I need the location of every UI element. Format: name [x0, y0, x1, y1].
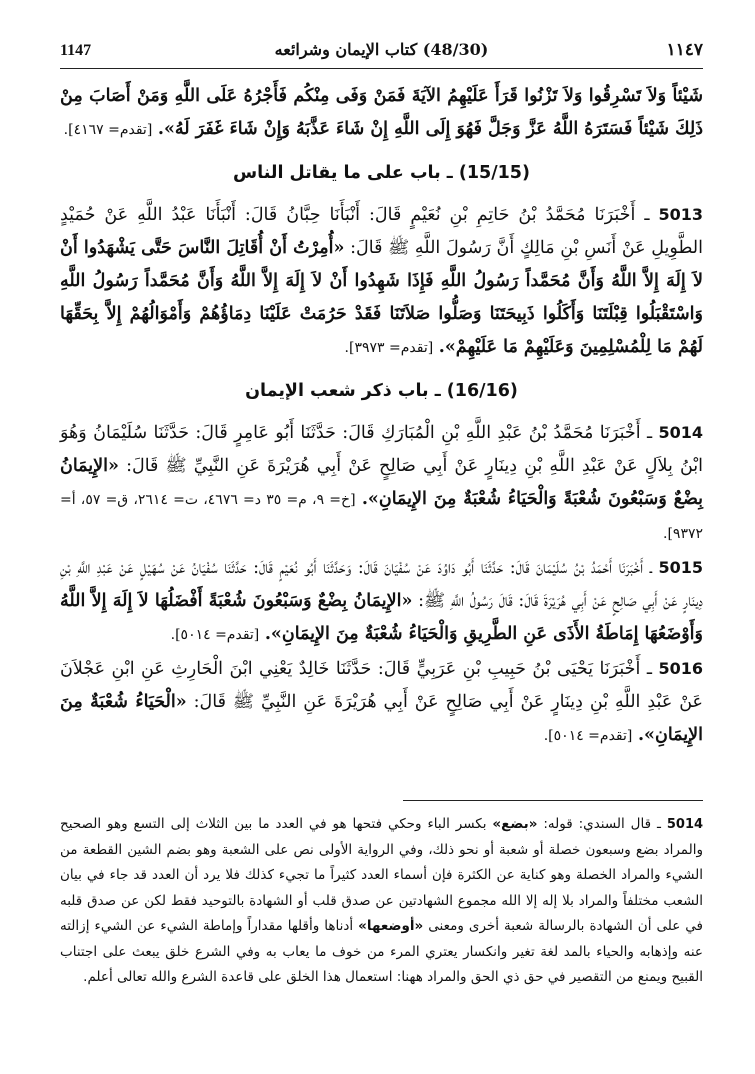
intro-text: شَيْئاً وَلاَ تَسْرِقُوا وَلاَ تَزْنُوا قَرَأَ عَلَيْهِمُ الآيَةَ فَمَنْ وَفَى مِنْكُم فَأَجْرُهُ عَلَى اللَّهِ وَمَنْ أَصَابَ مِنْ ذَلِكَ شَيْئاً فَسَتَرَهُ اللَّهُ عَزَّ وَجَلَّ فَهُوَ إِلَى اللَّهِ إِنْ شَاءَ عَذَّبَهُ وَإِنْ شَاءَ غَفَرَ لَهُ». [60, 86, 703, 139]
hadith-matn: «أُمِرْتُ أَنْ أُقَاتِلَ النَّاسَ حَتَّى يَشْهَدُوا أَنْ لاَ إِلَهَ إِلاَّ اللَّهُ وَأَنَّ مُحَمَّداً رَسُولُ اللَّهِ فَإِذَا شَهِدُوا أَنْ لاَ إِلَهَ إِلاَّ اللَّهُ وَأَنَّ مُحَمَّداً رَسُولُ اللَّهِ وَاسْتَقْبَلُوا قِبْلَتَنَا وَأَكَلُوا ذَبِيحَتَنَا وَصَلُّوا صَلاَتَنَا فَقَدْ حَرُمَتْ عَلَيْنَا دِمَاؤُهُمْ وَأَمْوَالُهُمْ إِلاَّ بِحَقِّهَا لَهُمْ مَا لِلْمُسْلِمِينَ وَعَلَيْهِمْ مَا عَلَيْهِمْ». [60, 238, 703, 357]
chapter-heading-16: (16/16) ـ باب ذكر شعب الإيمان [245, 381, 518, 401]
hadith-ref: [تقدم= ٥٠١٤]. [543, 728, 633, 744]
chapter-heading-15: (15/15) ـ باب على ما يقاتل الناس [233, 163, 530, 183]
hadith-5016 [60, 652, 703, 753]
hadith-matn: «الْحَيَاءُ شُعْبَةٌ مِنَ الإِيمَانِ». [60, 692, 703, 745]
footnotes [60, 812, 703, 991]
hadith-ref: [خ= ٩، م= ٣٥ د= ٤٦٧٦، ت= ٢٦١٤، ق= ٥٧، أ= ٩٣٧٢]. [60, 492, 703, 542]
hadith-matn: «الإِيمَانُ بِضْعٌ وَسَبْعُونَ شُعْبَةً وَالْحَيَاءُ شُعْبَةٌ مِنَ الإِيمَانِ». [60, 456, 703, 509]
hadith-matn: «الإِيمَانُ بِضْعٌ وَسَبْعُونَ شُعْبَةً أَفْضَلُهَا لاَ إِلَهَ إِلاَّ اللَّهُ وَأَوْضَعُهَا إِمَاطَةُ الأَذَى عَنِ الطَّرِيقِ وَالْحَيَاءُ شُعْبَةٌ مِنَ الإِيمَانِ». [60, 591, 703, 644]
footnote-text: بكسر الباء وحكي فتحها هو في العدد ما بين الثلاث إلى التسع وهو الصحيح والمراد بضع وسبعون خصلة أو شعبة أو نحو ذلك، وفي الرواية الأولى نص على الشعبة وهو بضم الشين القطعة من الشيء والمراد الخصلة وهو كناية عن الكثرة فإن أسماء العدد كثيراً ما تجيء كذلك فلا يرد أن العدد قد جاء في بيان الشعب مختلفاً والمراد بلا إله إلا الله مجموع الشهادتين عن صدق قلب أو الشهادة بالتوحيد فقط لكن عن صدق قلبه في على أن الشهادة بالرسالة شعبة أخرى ومعنى [60, 816, 703, 934]
footnote-lead: ـ قال السندي: قوله: [543, 816, 661, 832]
page-header [60, 38, 703, 69]
hadith-number: 5014 [658, 423, 703, 442]
footnote-text: أدناها وأقلها مقداراً وإماطة الشيء عن الشيء إزالته عنه وإذهابه والحياء بالمد لغة تغير وانكسار يعتري المرء من خوف ما يعاب به وفي الشرع خلق يبعث على اجتناب القبيح ويمنع من التقصير في حق ذي الحق والمراد ههنا: استعمال هذا الخلق على قاعدة الشرع والله تعالى أعلم. [60, 918, 703, 985]
footnote-term: «بضع» [492, 816, 538, 832]
hadith-isnad: ـ أَخْبَرَنَا مُحَمَّدُ بْنُ عَبْدِ اللَّهِ بْنِ الْمُبَارَكِ قَالَ: حَدَّثَنَا أَبُو عَامِرٍ قَالَ: حَدَّثَنَا سُلَيْمَانُ وَهُوَ ابْنُ بِلاَلٍ عَنْ عَبْدِ اللَّهِ بْنِ دِينَارٍ عَنْ أَبِي صَالِحٍ عَنْ أَبِي هُرَيْرَةَ عَنِ النَّبِيِّ ﷺ قَالَ: [60, 423, 703, 476]
hadith-5013 [60, 198, 703, 365]
intro-paragraph [60, 80, 703, 147]
page-number-latin: 1147 [60, 42, 92, 59]
hadith-ref: [تقدم= ٥٠١٤]. [170, 627, 260, 643]
hadith-5015 [60, 551, 703, 652]
footnote-number: 5014 [666, 817, 704, 832]
hadith-isnad: ـ أَخْبَرَنَا مُحَمَّدُ بْنُ حَاتِمِ بْنِ نُعَيْمٍ قَالَ: أَنْبَأَنَا حِبَّانُ قَالَ: أَنْبَأَنَا عَبْدُ اللَّهِ عَنْ حُمَيْدٍ الطَّوِيلِ عَنْ أَنَسِ بْنِ مَالِكٍ أَنَّ رَسُولَ اللَّهِ ﷺ قَالَ: [60, 205, 703, 258]
footnote-divider [403, 800, 703, 801]
main-text [60, 80, 703, 753]
running-title: (48/30) كتاب الإيمان وشرائعه [274, 40, 489, 59]
intro-ref: [تقدم= ٤١٦٧]. [63, 122, 153, 138]
hadith-ref: [تقدم= ٣٩٧٣]. [344, 340, 434, 356]
footnote-5014 [60, 812, 703, 991]
hadith-number: 5015 [658, 558, 703, 577]
hadith-number: 5013 [658, 205, 703, 224]
hadith-number: 5016 [658, 659, 703, 678]
footnote-term: «أوضعها» [358, 918, 424, 934]
hadith-isnad: ـ أَخْبَرَنَا أَحْمَدُ بْنُ سُلَيْمَانَ قَالَ: حَدَّثَنَا أَبُو دَاوُدَ عَنْ سُفْيَانَ قَالَ: وَحَدَّثَنَا أَبُو نُعَيْمٍ قَالَ: حَدَّثَنَا سُفْيَانُ عَنْ سُهَيْلٍ عَنْ عَبْدِ اللَّهِ بْنِ دِينَارٍ عَنْ أَبِي صَالِحٍ عَنْ أَبِي هُرَيْرَةَ قَالَ: قَالَ رَسُولُ اللَّهِ ﷺ: [60, 558, 703, 611]
hadith-5014 [60, 416, 703, 551]
hadith-isnad: ـ أَخْبَرَنَا يَحْيَى بْنُ حَبِيبِ بْنِ عَرَبِيٍّ قَالَ: حَدَّثَنَا خَالِدٌ يَعْنِي ابْنَ الْحَارِثِ عَنِ ابْنِ عَجْلاَنَ عَنْ عَبْدِ اللَّهِ بْنِ دِينَارٍ عَنْ أَبِي صَالِحٍ عَنْ أَبِي هُرَيْرَةَ عَنِ النَّبِيِّ ﷺ قَالَ: [60, 659, 703, 712]
page-number-arabic: ١١٤٧ [666, 40, 703, 60]
